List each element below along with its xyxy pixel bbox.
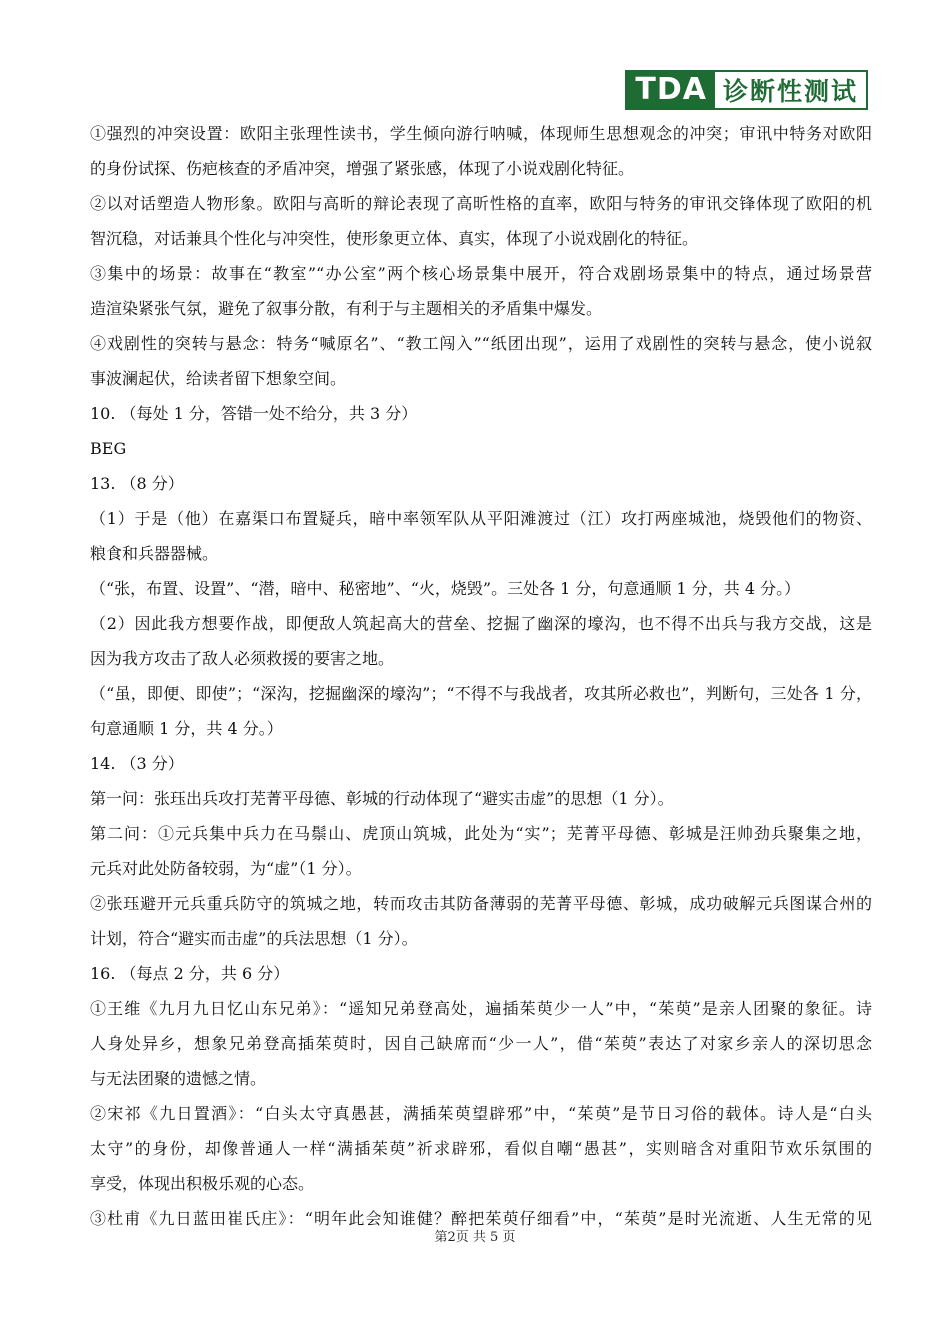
text-line: 计划，符合“避实而击虚”的兵法思想（1 分）。: [90, 929, 418, 948]
text-line: 第二问：①元兵集中兵力在马鬃山、虎顶山筑城，此处为“实”；芜菁平母德、彰城是汪帅劲兵聚集之地，: [90, 824, 872, 843]
text-line: 元兵对此处防备较弱，为“虚”（1 分）。: [90, 859, 362, 878]
text-line: （“虽，即便、即使”；“深沟，挖掘幽深的壕沟”；“不得不与我战者，攻其所必救也”，判断句，三处各 1 分，: [90, 684, 872, 703]
question-heading: 10. （每处 1 分，答错一处不给分，共 3 分）: [90, 404, 418, 423]
text-line: 享受，体现出积极乐观的心态。: [90, 1174, 315, 1193]
text-line: ②宋祁《九日置酒》：“白头太守真愚甚，满插茱萸望辟邪”中，“茱萸”是节日习俗的载体。诗人是“白头: [90, 1104, 872, 1123]
question-heading: 13. （8 分）: [90, 474, 184, 493]
text-line: ①王维《九月九日忆山东兄弟》：“遥知兄弟登高处，遍插茱萸少一人”中，“茱萸”是亲人团聚的象征。诗: [90, 999, 872, 1018]
text-line: 太守”的身份，却像普通人一样“满插茱萸”祈求辟邪，看似自嘲“愚甚”，实则暗含对重阳节欢乐氛围的: [90, 1139, 872, 1158]
text-line: 事波澜起伏，给读者留下想象空间。: [90, 369, 347, 388]
text-line: 第一问：张珏出兵攻打芜菁平母德、彰城的行动体现了“避实击虚”的思想（1 分）。: [90, 789, 674, 808]
text-line: 因为我方攻击了敌人必须救援的要害之地。: [90, 649, 395, 668]
text-line: 的身份试探、伤疤核查的矛盾冲突，增强了紧张感，体现了小说戏剧化特征。: [90, 159, 635, 178]
tda-logo: [625, 70, 868, 110]
question-heading: 16. （每点 2 分，共 6 分）: [90, 964, 290, 983]
text-line: （1）于是（他）在嘉渠口布置疑兵，暗中率领军队从平阳滩渡过（江）攻打两座城池，烧毁他们的物资、: [90, 509, 872, 528]
text-line: （2）因此我方想要作战，即便敌人筑起高大的营垒、挖掘了幽深的壕沟，也不得不出兵与我方交战，这是: [90, 614, 872, 633]
text-line: 句意通顺 1 分，共 4 分。）: [90, 719, 283, 738]
text-line: ①强烈的冲突设置：欧阳主张理性读书，学生倾向游行呐喊，体现师生思想观念的冲突；审讯中特务对欧阳: [90, 124, 872, 143]
text-line: （“张，布置、设置”、“潜，暗中、秘密地”、“火，烧毁”。三处各 1 分，句意通顺 1 分，共 4 分。）: [90, 579, 801, 598]
text-line: ②张珏避开元兵重兵防守的筑城之地，转而攻击其防备薄弱的芜菁平母德、彰城，成功破解元兵图谋合州的: [90, 894, 872, 913]
text-line: ②以对话塑造人物形象。欧阳与高昕的辩论表现了高昕性格的直率，欧阳与特务的审讯交锋体现了欧阳的机: [90, 194, 872, 213]
text-line: 粮食和兵器器械。: [90, 544, 219, 563]
answer-content: [90, 116, 872, 1236]
text-line: 人身处异乡，想象兄弟登高插茱萸时，因自己缺席而“少一人”，借“茱萸”表达了对家乡亲人的深切思念: [90, 1034, 872, 1053]
question-heading: 14. （3 分）: [90, 754, 184, 773]
answer-line: BEG: [90, 439, 127, 458]
text-line: ③集中的场景：故事在“教室”“办公室”两个核心场景集中展开，符合戏剧场景集中的特点，通过场景营: [90, 264, 872, 283]
text-line: 智沉稳，对话兼具个性化与冲突性，使形象更立体、真实，体现了小说戏剧化的特征。: [90, 229, 699, 248]
logo-brand: TDA: [627, 72, 715, 108]
text-line: ④戏剧性的突转与悬念：特务“喊原名”、“教工闯入”“纸团出现”，运用了戏剧性的突转与悬念，使小说叙: [90, 334, 872, 353]
page-number: 第2页 共 5 页: [434, 1230, 516, 1245]
text-line: 与无法团聚的遗憾之情。: [90, 1069, 267, 1088]
text-line: ③杜甫《九日蓝田崔氏庄》：“明年此会知谁健？醉把茱萸仔细看”中，“茱萸”是时光流逝、人生无常的见: [90, 1209, 872, 1228]
logo-subtitle: 诊断性测试: [715, 72, 866, 108]
text-line: 造渲染紧张气氛，避免了叙事分散，有利于与主题相关的矛盾集中爆发。: [90, 299, 603, 318]
